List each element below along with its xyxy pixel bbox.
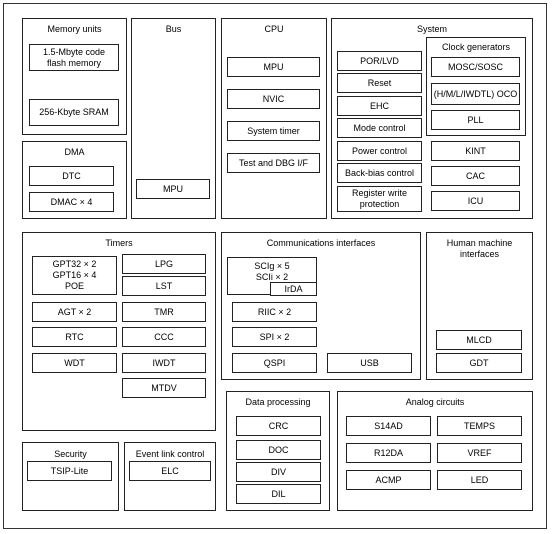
bus-mpu-block: MPU [136,179,210,199]
gdt-block: GDT [436,353,522,373]
riic-block: RIIC × 2 [232,302,317,322]
mode-control-block: Mode control [337,118,422,138]
wdt-block: WDT [32,353,117,373]
clock-generators-title: Clock generators [441,42,511,52]
timers-title: Timers [105,238,133,248]
nvic-block: NVIC [227,89,320,109]
rtc-block: RTC [32,327,117,347]
qspi-block: QSPI [232,353,317,373]
mtdv-block: MTDV [122,378,206,398]
dma-title: DMA [64,147,85,157]
dmac-block: DMAC × 4 [29,192,114,212]
spi-block: SPI × 2 [232,327,317,347]
s14ad-block: S14AD [346,416,431,436]
pll-block: PLL [431,110,520,130]
elc-block: ELC [129,461,211,481]
lpg-block: LPG [122,254,206,274]
por-lvd-block: POR/LVD [337,51,422,71]
usb-block: USB [327,353,412,373]
analog-circuits-title: Analog circuits [405,397,465,407]
reset-block: Reset [337,73,422,93]
oco-block: (H/M/L/IWDTL) OCO [431,83,520,105]
div-block: DIV [236,462,321,482]
sci-block: SCIg × 5 SCIi × 2 [227,257,317,295]
dtc-block: DTC [29,166,114,186]
irda-block: IrDA [270,282,317,296]
code-flash-block: 1.5-Mbyte code flash memory [29,44,119,71]
mosc-sosc-block: MOSC/SOSC [431,57,520,77]
doc-block: DOC [236,440,321,460]
ehc-block: EHC [337,96,422,116]
bus-title: Bus [165,24,182,34]
acmp-block: ACMP [346,470,431,490]
security-title: Security [54,449,87,459]
cpu-mpu-block: MPU [227,57,320,77]
cpu-title: CPU [264,24,284,34]
r12da-block: R12DA [346,443,431,463]
dil-block: DIL [236,484,321,504]
memory-units-title: Memory units [47,24,102,34]
lst-block: LST [122,276,206,296]
led-block: LED [437,470,522,490]
tmr-block: TMR [122,302,206,322]
register-write-protection-block: Register write protection [337,186,422,212]
data-processing-title: Data processing [245,397,311,407]
system-timer-block: System timer [227,121,320,141]
mlcd-block: MLCD [436,330,522,350]
back-bias-control-block: Back-bias control [337,163,422,183]
crc-block: CRC [236,416,321,436]
gpt-block: GPT32 × 2 GPT16 × 4 POE [32,256,117,295]
vref-block: VREF [437,443,522,463]
communications-interfaces-title: Communications interfaces [266,238,376,248]
human-machine-interfaces-title: Human machine interfaces [446,238,513,259]
kint-block: KINT [431,141,520,161]
ccc-block: CCC [122,327,206,347]
test-dbg-block: Test and DBG I/F [227,153,320,173]
icu-block: ICU [431,191,520,211]
system-title: System [416,24,447,34]
sram-block: 256-Kbyte SRAM [29,99,119,126]
temps-block: TEMPS [437,416,522,436]
power-control-block: Power control [337,141,422,161]
cac-block: CAC [431,166,520,186]
event-link-control-title: Event link control [135,449,205,459]
agt-block: AGT × 2 [32,302,117,322]
cpu-group [221,18,327,219]
tsip-lite-block: TSIP-Lite [27,461,112,481]
iwdt-block: IWDT [122,353,206,373]
